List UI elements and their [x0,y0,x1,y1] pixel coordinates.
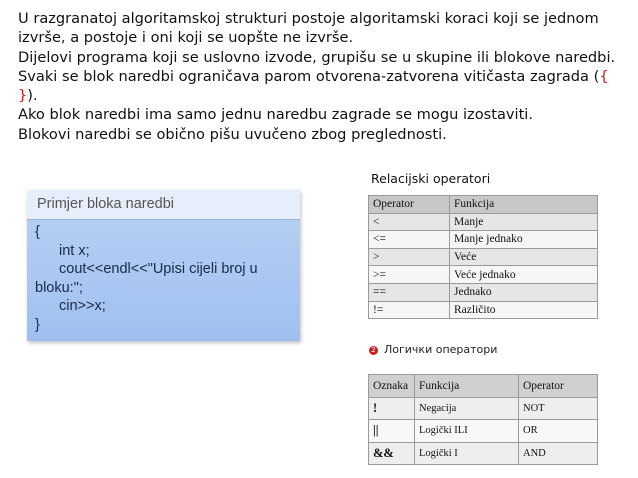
table-row [369,213,598,231]
function-cell: Manje jednako [450,231,598,249]
function-cell: Veće [450,248,598,266]
intro-p2-text: Dijelovi programa koji se uslovno izvode, grupišu se u skupine ili blokove naredbi. Svaki se blok naredbi ograničava parom otvorena-zatvorena vitičasta zagrada ( [18,48,616,85]
intro-text [18,9,630,144]
operator-cell: AND [519,442,598,465]
operator-cell: NOT [519,397,598,420]
function-cell: Logički I [415,442,519,465]
code-example-box [27,190,300,341]
function-cell: Logički ILI [415,420,519,443]
table-header-row [369,375,598,398]
table-row [369,231,598,249]
code-box-body [35,223,297,334]
operator-cell: == [369,283,450,301]
header-function: Funkcija [450,196,598,214]
number-badge-icon: 2 [369,346,378,355]
code-line: } [35,316,40,333]
symbol-cell: || [369,420,415,443]
code-line: cout<<endl<<"Upisi cijeli broj u [59,261,258,277]
function-cell: Različito [450,301,598,319]
header-operator: Operator [369,196,450,214]
table-row [369,266,598,284]
code-line: int x; [59,242,90,259]
code-line: { [35,224,40,240]
table-header-row [369,196,598,214]
braces-text: { } [18,67,609,105]
function-cell: Manje [450,213,598,231]
table-row [369,248,598,266]
operator-cell: < [369,213,450,231]
header-operator: Operator [519,375,598,398]
table-row [369,420,598,443]
table-row [369,442,598,465]
function-cell: Veće jednako [450,266,598,284]
header-function: Funkcija [415,375,519,398]
table-row [369,301,598,319]
intro-paragraph-4: Blokovi naredbi se obično pišu uvučeno zbog preglednosti. [18,125,447,143]
operator-cell: >= [369,266,450,284]
header-symbol: Oznaka [369,375,415,398]
logical-caption [369,343,497,356]
code-line: bloku:"; [35,279,83,296]
operator-cell: <= [369,231,450,249]
relational-operators-table [368,195,598,319]
code-line: cin>>x; [59,298,106,314]
function-cell: Negacija [415,397,519,420]
operator-cell: != [369,301,450,319]
table-row [369,397,598,420]
relational-caption: Relacijski operatori [371,171,491,186]
operator-cell: OR [519,420,598,443]
intro-p2-end: ). [27,87,38,105]
operator-cell: > [369,248,450,266]
table-row [369,283,598,301]
logical-caption-text: Логички оператори [384,343,498,356]
function-cell: Jednako [450,283,598,301]
symbol-cell: && [369,442,415,465]
intro-paragraph-2 [18,48,630,106]
code-box-title: Primjer bloka naredbi [37,196,175,212]
intro-paragraph-1: U razgranatoj algoritamskoj strukturi postoje algoritamski koraci koji se jednom izvrše, a postoje i oni koji se uopšte ne izvrše. [18,10,599,47]
symbol-cell: ! [369,397,415,420]
logical-operators-table [368,374,598,465]
intro-paragraph-3: Ako blok naredbi ima samo jednu naredbu zagrade se mogu izostaviti. [18,106,533,124]
code-box-header [27,190,300,220]
